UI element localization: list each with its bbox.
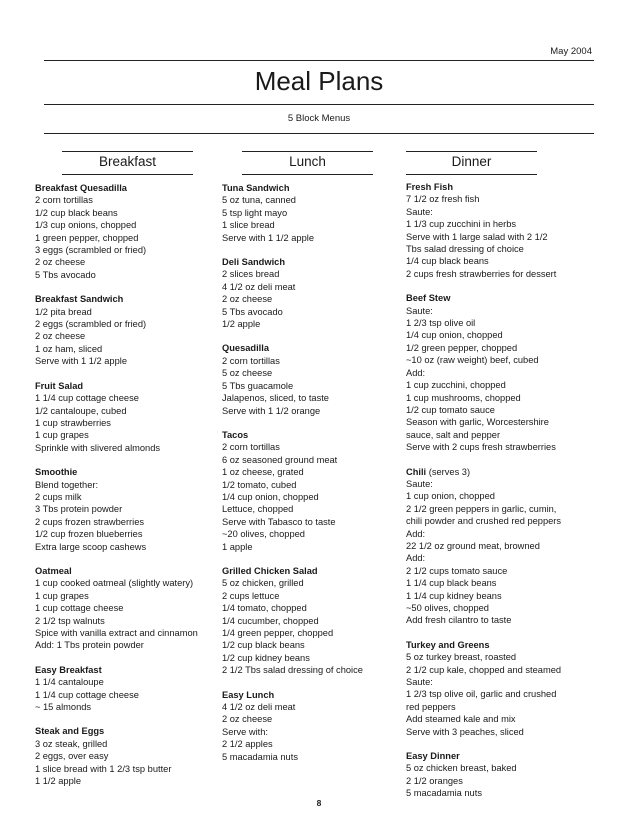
ingredient-line: 5 Tbs guacamole bbox=[222, 380, 294, 391]
ingredient-line: 1 1/2 apple bbox=[35, 776, 82, 787]
column-heading-lunch: Lunch bbox=[242, 151, 373, 175]
ingredient-line: 5 Tbs avocado bbox=[35, 269, 96, 280]
ingredient-line: 5 macadamia nuts bbox=[406, 788, 482, 799]
ingredient-line: 1 cup onion, chopped bbox=[406, 491, 495, 502]
ingredient-line: 1 1/4 cantaloupe bbox=[35, 677, 104, 688]
menu-block bbox=[222, 342, 422, 416]
column-heading-breakfast: Breakfast bbox=[62, 151, 193, 175]
ingredient-line: 1 green pepper, chopped bbox=[35, 232, 139, 243]
menu-title-text: Breakfast Quesadilla bbox=[35, 183, 127, 193]
ingredient-line: Blend together: bbox=[35, 479, 99, 490]
ingredient-line: ~10 oz (raw weight) beef, cubed bbox=[406, 355, 539, 366]
ingredient-line: 2 1/2 cup kale, chopped and steamed bbox=[406, 664, 562, 675]
ingredient-line: 1 oz ham, sliced bbox=[35, 343, 103, 354]
ingredient-line: 2 1/2 apples bbox=[222, 739, 273, 750]
ingredient-line: 5 oz cheese bbox=[222, 368, 273, 379]
ingredient-line: Season with garlic, Worcestershire bbox=[406, 417, 549, 428]
ingredient-line: Add: bbox=[406, 528, 426, 539]
menu-title bbox=[222, 689, 422, 701]
ingredient-line: Serve with 1 large salad with 2 1/2 bbox=[406, 231, 548, 242]
ingredient-line: 1/4 tomato, chopped bbox=[222, 603, 307, 614]
menu-title bbox=[406, 639, 606, 651]
ingredient-line: 2 oz cheese bbox=[35, 331, 86, 342]
ingredient-line: 1 cup grapes bbox=[35, 430, 89, 441]
ingredient-line: 2 oz cheese bbox=[222, 714, 273, 725]
ingredient-line: Add fresh cilantro to taste bbox=[406, 615, 512, 626]
ingredient-line: Serve with 2 cups fresh strawberries bbox=[406, 442, 556, 453]
ingredient-line: 1 cup grapes bbox=[35, 590, 89, 601]
ingredient-line: Serve with 1 1/2 apple bbox=[222, 232, 314, 243]
menu-title bbox=[35, 664, 235, 676]
menu-block bbox=[222, 256, 422, 330]
ingredient-line: 1 2/3 tsp olive oil, garlic and crushed bbox=[406, 689, 557, 700]
ingredient-line: 1/2 cup frozen blueberries bbox=[35, 529, 143, 540]
menu-title-text: Tuna Sandwich bbox=[222, 183, 290, 193]
ingredient-line: 5 macadamia nuts bbox=[222, 751, 298, 762]
ingredient-line: Jalapenos, sliced, to taste bbox=[222, 393, 329, 404]
ingredient-line: Add steamed kale and mix bbox=[406, 714, 516, 725]
breakfast-column bbox=[35, 182, 235, 799]
ingredient-line: 2 eggs (scrambled or fried) bbox=[35, 319, 147, 330]
menu-title bbox=[406, 466, 606, 478]
column-heading-dinner: Dinner bbox=[406, 151, 537, 175]
ingredient-line: 1/2 cup black beans bbox=[35, 207, 118, 218]
menu-block bbox=[35, 380, 235, 454]
ingredient-line: 2 slices bread bbox=[222, 269, 280, 280]
page-title: Meal Plans bbox=[254, 66, 384, 96]
menu-title bbox=[35, 293, 235, 305]
menu-block bbox=[35, 725, 235, 787]
ingredient-line: Add: 1 Tbs protein powder bbox=[35, 640, 144, 651]
menu-title-note: (serves 3) bbox=[426, 466, 471, 477]
ingredient-line: 1 cup mushrooms, chopped bbox=[406, 392, 521, 403]
dinner-column bbox=[406, 181, 606, 812]
ingredient-line: 1/4 cup black beans bbox=[406, 256, 489, 267]
ingredient-line: 2 cups milk bbox=[35, 491, 82, 502]
ingredient-line: Tbs salad dressing of choice bbox=[406, 244, 524, 255]
ingredient-line: chili powder and crushed red peppers bbox=[406, 516, 562, 527]
ingredient-line: Sprinkle with slivered almonds bbox=[35, 442, 161, 453]
ingredient-line: 2 corn tortillas bbox=[222, 355, 280, 366]
title-rule bbox=[44, 104, 594, 105]
ingredient-line: 2 eggs, over easy bbox=[35, 751, 109, 762]
ingredient-line: 1 1/3 cup zucchini in herbs bbox=[406, 219, 517, 230]
ingredient-line: Serve with Tabasco to taste bbox=[222, 516, 336, 527]
menu-title bbox=[35, 725, 235, 737]
menu-title-text: Easy Lunch bbox=[222, 689, 275, 700]
menu-block bbox=[406, 181, 606, 280]
ingredient-line: 1/4 cup onion, chopped bbox=[222, 491, 319, 502]
menu-block bbox=[222, 429, 422, 553]
ingredient-line: 1 slice bread bbox=[222, 220, 275, 231]
ingredient-line: 1/2 cup kidney beans bbox=[222, 652, 310, 663]
ingredient-line: Add: bbox=[406, 553, 426, 564]
ingredient-line: 3 eggs (scrambled or fried) bbox=[35, 245, 147, 256]
menu-title bbox=[222, 342, 422, 354]
menu-title-text: Oatmeal bbox=[35, 565, 72, 576]
date-label: May 2004 bbox=[550, 46, 592, 57]
menu-block bbox=[222, 689, 422, 763]
menu-title bbox=[222, 565, 422, 577]
menu-block bbox=[406, 292, 606, 453]
ingredient-line: Lettuce, chopped bbox=[222, 504, 294, 515]
ingredient-line: 5 Tbs avocado bbox=[222, 306, 283, 317]
ingredient-line: 1 1/4 cup cottage cheese bbox=[35, 393, 139, 404]
ingredient-line: 2 1/2 cups tomato sauce bbox=[406, 565, 508, 576]
ingredient-line: 2 oz cheese bbox=[222, 294, 273, 305]
menu-title bbox=[406, 181, 606, 193]
ingredient-line: Saute: bbox=[406, 478, 433, 489]
ingredient-line: 1/2 pita bread bbox=[35, 306, 92, 317]
ingredient-line: 1 oz cheese, grated bbox=[222, 467, 304, 478]
menu-block bbox=[35, 565, 235, 652]
menu-title-text: Fruit Salad bbox=[35, 380, 84, 391]
ingredient-line: Serve with 1 1/2 orange bbox=[222, 405, 321, 416]
ingredient-line: 1 cup strawberries bbox=[35, 417, 111, 428]
menu-title bbox=[35, 466, 235, 478]
ingredient-line: 5 oz chicken, grilled bbox=[222, 578, 304, 589]
ingredient-line: 2 1/2 Tbs salad dressing of choice bbox=[222, 665, 363, 676]
page-subtitle: 5 Block Menus bbox=[287, 113, 351, 124]
ingredient-line: 1/2 cantaloupe, cubed bbox=[35, 405, 127, 416]
ingredient-line: 1 apple bbox=[222, 541, 253, 552]
menu-block bbox=[406, 466, 606, 627]
ingredient-line: 2 cups fresh strawberries for dessert bbox=[406, 268, 557, 279]
menu-title-text: Fresh Fish bbox=[406, 182, 454, 192]
ingredient-line: Add: bbox=[406, 367, 426, 378]
ingredient-line: 1/2 green pepper, chopped bbox=[406, 342, 518, 353]
menu-title-text: Tacos bbox=[222, 429, 249, 440]
ingredient-line: 1/2 cup tomato sauce bbox=[406, 404, 495, 415]
ingredient-line: 7 1/2 oz fresh fish bbox=[406, 194, 480, 205]
menu-title-text: Quesadilla bbox=[222, 343, 270, 354]
menu-title bbox=[406, 292, 606, 304]
ingredient-line: Serve with: bbox=[222, 726, 268, 737]
ingredient-line: 1 1/4 cup kidney beans bbox=[406, 590, 502, 601]
menu-title-text: Steak and Eggs bbox=[35, 726, 105, 737]
ingredient-line: 4 1/2 oz deli meat bbox=[222, 281, 296, 292]
menu-block bbox=[406, 750, 606, 800]
ingredient-line: 5 oz turkey breast, roasted bbox=[406, 652, 517, 663]
ingredient-line: ~50 olives, chopped bbox=[406, 603, 489, 613]
ingredient-line: 2 1/2 green peppers in garlic, cumin, bbox=[406, 503, 557, 514]
menu-block bbox=[222, 565, 422, 677]
ingredient-line: Saute: bbox=[406, 206, 433, 217]
menu-title bbox=[35, 182, 235, 194]
ingredient-line: 5 oz chicken breast, baked bbox=[406, 763, 517, 774]
ingredient-line: 3 oz steak, grilled bbox=[35, 738, 108, 749]
ingredient-line: 1/4 cup onion, chopped bbox=[406, 330, 503, 341]
menu-block bbox=[35, 466, 235, 553]
ingredient-line: 1/2 cup black beans bbox=[222, 640, 305, 651]
ingredient-line: red peppers bbox=[406, 701, 456, 712]
ingredient-line: 3 Tbs protein powder bbox=[35, 504, 123, 515]
ingredient-line: Saute: bbox=[406, 305, 433, 316]
ingredient-line: Extra large scoop cashews bbox=[35, 541, 147, 552]
ingredient-line: 1 2/3 tsp olive oil bbox=[406, 318, 476, 329]
menu-block bbox=[406, 639, 606, 738]
menu-title-text: Easy Breakfast bbox=[35, 664, 102, 675]
ingredient-line: 1/4 green pepper, chopped bbox=[222, 628, 334, 638]
ingredient-line: 1 1/4 cup black beans bbox=[406, 578, 497, 589]
menu-title bbox=[222, 429, 422, 441]
ingredient-line: 1/2 apple bbox=[222, 319, 261, 330]
ingredient-line: Serve with 3 peaches, sliced bbox=[406, 726, 524, 737]
ingredient-line: 1/3 cup onions, chopped bbox=[35, 220, 137, 231]
menu-title bbox=[222, 182, 422, 194]
menu-title-text: Breakfast Sandwich bbox=[35, 294, 124, 305]
menu-title-text: Deli Sandwich bbox=[222, 257, 286, 268]
ingredient-line: Spice with vanilla extract and cinnamon bbox=[35, 628, 198, 638]
menu-title bbox=[222, 256, 422, 268]
ingredient-line: 1 cup cottage cheese bbox=[35, 603, 124, 614]
menu-title bbox=[406, 750, 606, 762]
ingredient-line: 1/4 cucumber, chopped bbox=[222, 615, 319, 626]
lunch-column bbox=[222, 182, 422, 775]
ingredient-line: ~20 olives, chopped bbox=[222, 529, 305, 540]
menu-block bbox=[35, 182, 235, 281]
menu-title-text: Turkey and Greens bbox=[406, 639, 490, 650]
menu-title bbox=[35, 565, 235, 577]
menu-title-text: Beef Stew bbox=[406, 293, 451, 304]
ingredient-line: 1/2 tomato, cubed bbox=[222, 479, 297, 490]
ingredient-line: 5 tsp light mayo bbox=[222, 207, 288, 218]
menu-title-text: Smoothie bbox=[35, 467, 78, 478]
ingredient-line: 2 oz cheese bbox=[35, 257, 86, 268]
ingredient-line: 2 corn tortillas bbox=[222, 442, 280, 453]
ingredient-line: ~ 15 almonds bbox=[35, 702, 92, 713]
ingredient-line: 1 cup zucchini, chopped bbox=[406, 380, 506, 391]
subtitle-rule bbox=[44, 133, 594, 134]
menu-title-text: Chili bbox=[406, 466, 427, 477]
menu-title-text: Grilled Chicken Salad bbox=[222, 565, 318, 576]
ingredient-line: 1 1/4 cup cottage cheese bbox=[35, 689, 139, 700]
menu-block bbox=[35, 664, 235, 714]
ingredient-line: 1 slice bread with 1 2/3 tsp butter bbox=[35, 763, 172, 774]
ingredient-line: Serve with 1 1/2 apple bbox=[35, 356, 127, 367]
top-rule bbox=[44, 60, 594, 61]
ingredient-line: 4 1/2 oz deli meat bbox=[222, 702, 296, 713]
ingredient-line: 6 oz seasoned ground meat bbox=[222, 454, 338, 465]
menu-title-text: Easy Dinner bbox=[406, 751, 460, 762]
ingredient-line: 2 1/2 oranges bbox=[406, 775, 463, 786]
page-number: 8 bbox=[316, 798, 322, 808]
menu-title bbox=[35, 380, 235, 392]
ingredient-line: 2 cups lettuce bbox=[222, 590, 280, 601]
menu-block bbox=[35, 293, 235, 367]
ingredient-line: 22 1/2 oz ground meat, browned bbox=[406, 540, 540, 551]
ingredient-line: 5 oz tuna, canned bbox=[222, 195, 296, 206]
ingredient-line: 1 cup cooked oatmeal (slightly watery) bbox=[35, 578, 194, 589]
ingredient-line: 2 1/2 tsp walnuts bbox=[35, 615, 105, 626]
menu-block bbox=[222, 182, 422, 244]
ingredient-line: 2 cups frozen strawberries bbox=[35, 516, 145, 527]
ingredient-line: Saute: bbox=[406, 677, 433, 688]
ingredient-line: 2 corn tortillas bbox=[35, 195, 93, 206]
ingredient-line: sauce, salt and pepper bbox=[406, 429, 501, 440]
